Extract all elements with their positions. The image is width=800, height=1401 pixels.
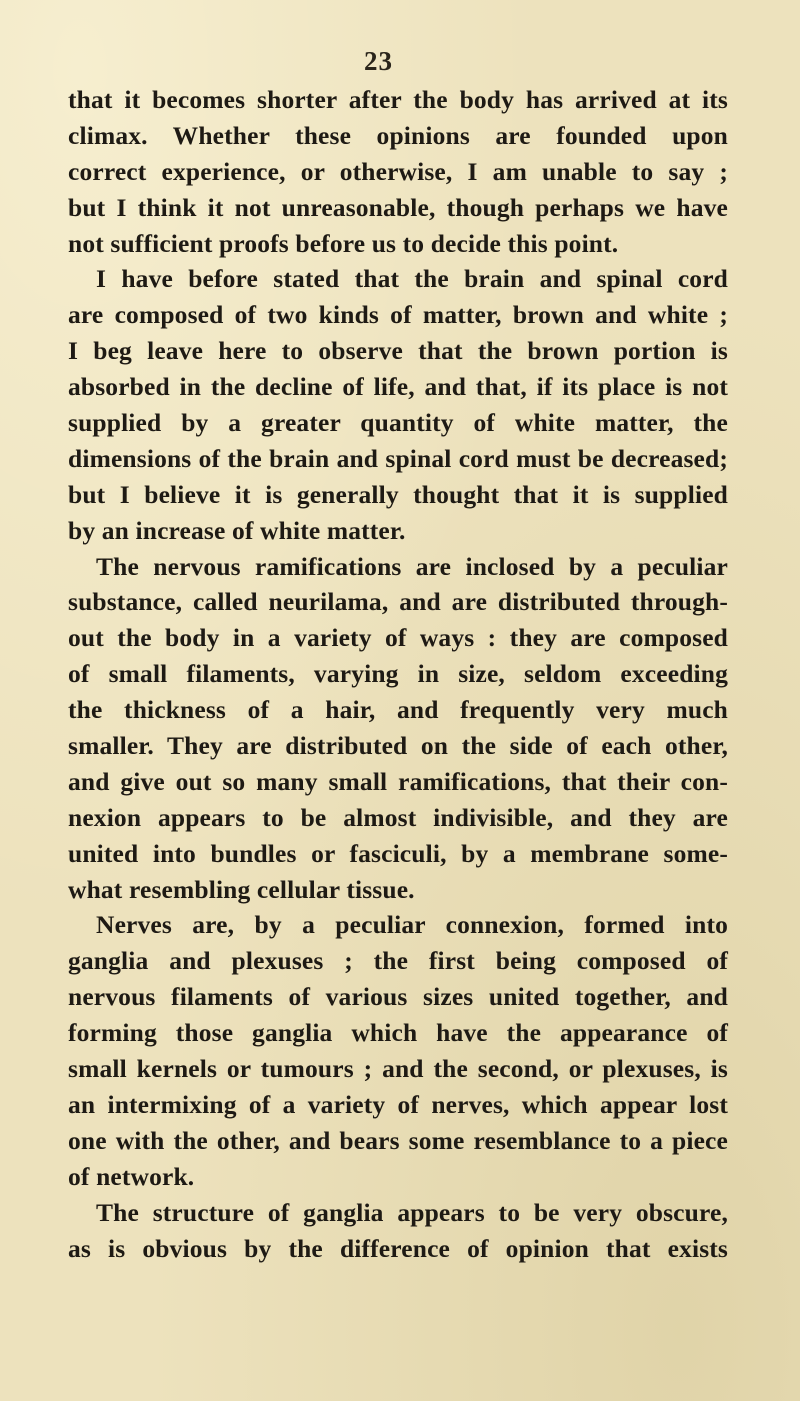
- text-line: of network.: [68, 1161, 195, 1191]
- text-line: but I think it not unreasonable, though perhaps we have: [68, 192, 728, 222]
- text-line: out the body in a variety of ways : they are composed: [68, 623, 728, 653]
- text-line: ganglia and plexuses ; the first being composed of: [68, 946, 728, 976]
- text-line: and give out so many small ramifications, that their con-: [68, 766, 728, 796]
- text-line: as is obvious by the difference of opinion that exists: [68, 1233, 728, 1263]
- paragraph-start-line: Nerves are, by a peculiar connexion, formed into: [96, 910, 728, 940]
- text-line: climax. Whether these opinions are founded upon: [68, 120, 728, 150]
- text-line: smaller. They are distributed on the side of each other,: [68, 731, 728, 761]
- text-line: small kernels or tumours ; and the second, or plexuses, is: [68, 1054, 728, 1084]
- paragraph-start-line: I have before stated that the brain and spinal cord: [96, 264, 728, 294]
- text-line: nervous filaments of various sizes united together, and: [68, 982, 728, 1012]
- text-line: of small filaments, varying in size, seldom exceeding: [68, 659, 728, 689]
- text-line: nexion appears to be almost indivisible, and they are: [68, 802, 728, 832]
- text-line: correct experience, or otherwise, I am unable to say ;: [68, 156, 728, 186]
- paragraph-start-line: The structure of ganglia appears to be very obscure,: [96, 1197, 728, 1227]
- text-line: substance, called neurilama, and are distributed through-: [68, 587, 728, 617]
- text-line: one with the other, and bears some resemblance to a piece: [68, 1125, 728, 1155]
- text-line: but I believe it is generally thought that it is supplied: [68, 479, 728, 509]
- text-line: united into bundles or fasciculi, by a membrane some-: [68, 838, 728, 868]
- text-line: are composed of two kinds of matter, brown and white ;: [68, 300, 728, 330]
- text-line: that it becomes shorter after the body has arrived at its: [68, 85, 728, 114]
- text-line: what resembling cellular tissue.: [68, 874, 415, 904]
- paragraph-start-line: The nervous ramifications are inclosed by a peculiar: [96, 551, 728, 581]
- text-line: dimensions of the brain and spinal cord must be decreased;: [68, 443, 728, 473]
- text-line: forming those ganglia which have the appearance of: [68, 1018, 728, 1048]
- text-line: not sufficient proofs before us to decide this point.: [68, 228, 619, 258]
- page-number: 23: [364, 46, 393, 76]
- text-line: I beg leave here to observe that the brown portion is: [68, 336, 728, 366]
- body-text: [68, 82, 728, 1266]
- text-line: by an increase of white matter.: [68, 515, 406, 545]
- text-line: an intermixing of a variety of nerves, which appear lost: [68, 1089, 728, 1119]
- text-line: absorbed in the decline of life, and that, if its place is not: [68, 372, 728, 402]
- text-line: the thickness of a hair, and frequently very much: [68, 695, 728, 725]
- text-line: supplied by a greater quantity of white matter, the: [68, 408, 728, 438]
